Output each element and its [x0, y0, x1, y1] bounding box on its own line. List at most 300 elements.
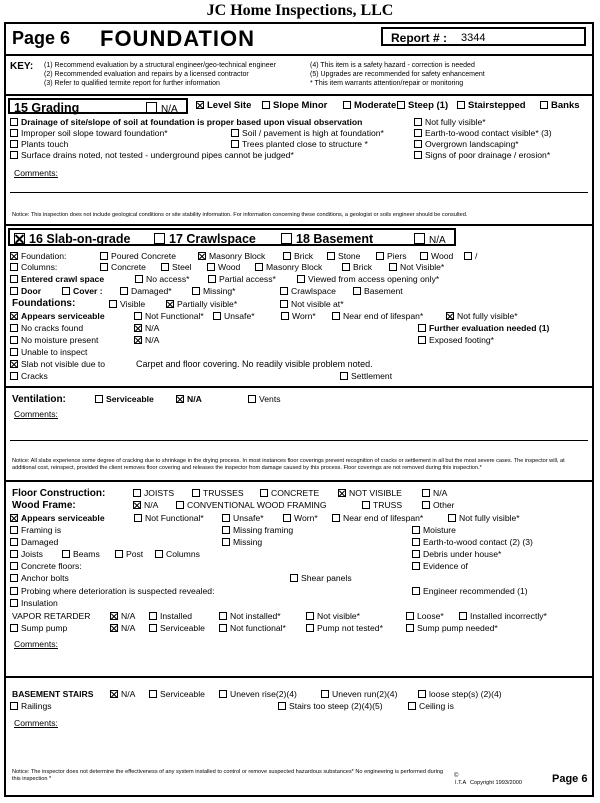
- grading-surface-drains[interactable]: [10, 150, 294, 161]
- checkbox-icon: [134, 514, 142, 522]
- checkbox-icon: [290, 574, 298, 582]
- opt-label: Earth-to-wood contact (2) (3): [423, 537, 533, 547]
- opt-label: Unsafe*: [224, 311, 255, 321]
- opt-label: N/A: [187, 394, 202, 404]
- tab-label: 16 Slab-on-grade: [29, 232, 131, 246]
- opt-label: Slope Minor: [273, 100, 328, 111]
- door-crawlspace[interactable]: [280, 286, 336, 297]
- slab-appears-serviceable[interactable]: [10, 311, 105, 322]
- grading-drainage-proper[interactable]: [10, 117, 362, 128]
- grading-trees-close[interactable]: [231, 139, 368, 150]
- footer-page-number: Page 6: [552, 773, 588, 785]
- opt-label: Drainage of site/slope of soil at foundation is proper based upon visual observation: [21, 117, 363, 127]
- slab-not-functional[interactable]: [134, 311, 204, 322]
- foundations-label: Foundations:: [12, 298, 76, 309]
- foundation-brick[interactable]: [283, 251, 313, 262]
- floor-trusses[interactable]: [192, 488, 244, 499]
- grading-title: 15 Grading: [14, 101, 80, 115]
- opt-label: Serviceable: [160, 623, 205, 633]
- opt-label: CONCRETE: [271, 488, 320, 498]
- checkbox-icon: [115, 550, 123, 558]
- floor-appears-serviceable[interactable]: [10, 513, 105, 524]
- checkbox-icon: [10, 562, 18, 570]
- slab-no-cracks-na[interactable]: [134, 323, 159, 334]
- checkbox-icon: [342, 263, 350, 271]
- checkbox-icon: [414, 129, 422, 137]
- columns-brick[interactable]: [342, 262, 372, 273]
- floor-beams[interactable]: [62, 549, 100, 560]
- floor-not-visible[interactable]: [338, 488, 402, 499]
- opt-label: Sump pump: [21, 623, 68, 633]
- checked-box-icon: [110, 624, 118, 632]
- crawl-entered[interactable]: [10, 274, 104, 285]
- opt-label: N/A: [121, 689, 136, 699]
- opt-label: Joists: [21, 549, 43, 559]
- key-item: (2) Recommended evaluation and repairs by a licensed contractor: [44, 71, 249, 78]
- checkbox-icon: [219, 624, 227, 632]
- grading-not-fully-visible[interactable]: [414, 117, 486, 128]
- opt-label: Serviceable: [106, 394, 154, 404]
- floor-comments-label: Comments:: [14, 639, 58, 649]
- slab-not-visible-due[interactable]: [10, 359, 105, 370]
- floor-missing-framing[interactable]: [222, 525, 293, 536]
- checked-box-icon: [10, 360, 18, 368]
- opt-label: Concrete: [111, 262, 146, 272]
- checked-box-icon: [110, 690, 118, 698]
- ventilation-label: Ventilation:: [12, 394, 66, 405]
- company-name: JC Home Inspections, LLC: [206, 2, 394, 19]
- checkbox-icon: [414, 233, 425, 244]
- opt-label: Not visible at*: [291, 299, 344, 309]
- opt-label: Exposed footing*: [429, 335, 494, 345]
- floor-probing[interactable]: [10, 586, 214, 597]
- opt-label: Not Functional*: [145, 513, 204, 523]
- sump-na[interactable]: [110, 623, 135, 634]
- columns-masonry[interactable]: [255, 262, 322, 273]
- tab-basement[interactable]: [281, 232, 373, 246]
- checkbox-icon: [120, 287, 128, 295]
- floor-post[interactable]: [115, 549, 143, 560]
- checked-box-icon: [133, 501, 141, 509]
- floor-moisture[interactable]: [412, 525, 456, 536]
- opt-label: Debris under house*: [423, 549, 502, 559]
- floor-anchor-bolts[interactable]: [10, 573, 69, 584]
- wood-frame-other[interactable]: [422, 500, 455, 511]
- columns-wood[interactable]: [207, 262, 240, 273]
- slab-near-end[interactable]: [332, 311, 423, 322]
- stairs-uneven-rise[interactable]: [219, 689, 297, 700]
- foundation-stone[interactable]: [327, 251, 360, 262]
- floor-shear-panels[interactable]: [290, 573, 352, 584]
- foundations-not-visible[interactable]: [280, 299, 344, 310]
- wood-frame-conventional[interactable]: [176, 500, 327, 511]
- opt-label: Viewed from access opening only*: [308, 274, 440, 284]
- grading-level-site[interactable]: [196, 100, 251, 111]
- grading-na-label: N/A: [161, 104, 178, 115]
- floor-joists-check[interactable]: [10, 549, 43, 560]
- checkbox-icon: [418, 324, 426, 332]
- checkbox-icon: [95, 395, 103, 403]
- foundations-visible[interactable]: [109, 299, 145, 310]
- checkbox-icon: [464, 252, 472, 260]
- checkbox-icon: [10, 118, 18, 126]
- opt-label: Shear panels: [301, 573, 352, 583]
- checkbox-icon: [412, 562, 420, 570]
- stairs-uneven-run[interactable]: [321, 689, 397, 700]
- checkbox-icon: [10, 151, 18, 159]
- checkbox-icon: [10, 574, 18, 582]
- checked-box-icon: [196, 101, 204, 109]
- opt-label: NOT VISIBLE: [349, 488, 402, 498]
- slab-further-evaluation[interactable]: [418, 323, 549, 334]
- vapor-not-installed[interactable]: [219, 611, 281, 622]
- opt-label: Trees planted close to structure *: [242, 139, 368, 149]
- floor-earth-wood[interactable]: [412, 537, 533, 548]
- foundation-piers[interactable]: [376, 251, 407, 262]
- grading-plants-touch[interactable]: [10, 139, 68, 150]
- slab-cracks[interactable]: [10, 371, 48, 382]
- opt-label: N/A: [144, 500, 159, 510]
- floor-concrete[interactable]: [260, 488, 319, 499]
- opt-label: Foundation:: [21, 251, 67, 261]
- grading-moderate[interactable]: [343, 100, 396, 111]
- checkbox-icon: [207, 263, 215, 271]
- door-basement[interactable]: [353, 286, 403, 297]
- opt-label: Plants touch: [21, 139, 69, 149]
- floor-na[interactable]: [422, 488, 447, 499]
- opt-label: Banks: [551, 100, 580, 111]
- checkbox-icon: [412, 538, 420, 546]
- opt-label: Ceiling is: [419, 701, 454, 711]
- opt-label: Post: [126, 549, 144, 559]
- ventilation-section: [4, 386, 594, 482]
- checkbox-icon: [155, 550, 163, 558]
- checkbox-icon: [280, 287, 288, 295]
- checkbox-icon: [306, 624, 314, 632]
- opt-label: Cracks: [21, 371, 48, 381]
- page-number: Page 6: [12, 28, 71, 48]
- opt-label: Piers: [387, 251, 407, 261]
- crawl-partial[interactable]: [208, 274, 276, 285]
- floor-engineer[interactable]: [412, 586, 528, 597]
- opt-label: Probing where deterioration is suspected revealed:: [21, 586, 215, 596]
- opt-label: Serviceable: [160, 689, 205, 699]
- vapor-not-visible[interactable]: [306, 611, 360, 622]
- checkbox-icon: [222, 514, 230, 522]
- checkbox-icon: [362, 501, 370, 509]
- opt-label: Columns:: [21, 262, 58, 272]
- tab-slab-on-grade[interactable]: [14, 232, 130, 246]
- checkbox-icon: [149, 612, 157, 620]
- opt-label: Steel: [172, 262, 192, 272]
- ventilation-comments-label: Comments:: [14, 409, 58, 419]
- checkbox-icon: [192, 489, 200, 497]
- tab-na[interactable]: [414, 233, 446, 246]
- slab-no-cracks[interactable]: [10, 323, 83, 334]
- opt-label: Not Visible*: [400, 262, 445, 272]
- floor-not-functional[interactable]: [134, 513, 204, 524]
- foundation-masonry[interactable]: [198, 251, 265, 262]
- grading-earth-wood[interactable]: [414, 128, 552, 139]
- opt-label: N/A: [121, 611, 136, 621]
- opt-label: Unable to inspect: [21, 347, 88, 357]
- opt-label: No cracks found: [21, 323, 84, 333]
- opt-label: Worn*: [294, 513, 318, 523]
- copyright-mark: ©: [454, 773, 459, 779]
- checkbox-icon: [219, 612, 227, 620]
- opt-label: Missing framing: [233, 525, 294, 535]
- tab-crawlspace[interactable]: [154, 232, 256, 246]
- footer-notice: Notice: The inspector does not determine the effectiveness of any system installed to control or remove suspected hazardous substances* No engineering is performed during this inspection *: [12, 769, 444, 782]
- door-missing[interactable]: [192, 286, 235, 297]
- crawl-viewed[interactable]: [297, 274, 439, 285]
- crawl-no-access[interactable]: [135, 274, 189, 285]
- opt-label: Wood: [431, 251, 454, 261]
- floor-construction-label: Floor Construction:: [12, 488, 106, 499]
- opt-label: Appears serviceable: [21, 311, 105, 321]
- checkbox-icon: [10, 263, 18, 271]
- checkbox-icon: [389, 263, 397, 271]
- checked-box-icon: [446, 312, 454, 320]
- wood-frame-na[interactable]: [133, 500, 158, 511]
- key-item: (1) Recommend evaluation by a structural engineer/geo-technical engineer: [44, 62, 276, 69]
- vapor-installed[interactable]: [149, 611, 192, 622]
- vapor-installed-incorrectly[interactable]: [459, 611, 547, 622]
- checkbox-icon: [332, 514, 340, 522]
- checkbox-icon: [297, 275, 305, 283]
- checkbox-icon: [10, 336, 18, 344]
- ventilation-vents[interactable]: [248, 394, 281, 405]
- floor-joists[interactable]: [133, 488, 174, 499]
- opt-label: Evidence of: [423, 561, 468, 571]
- floor-damaged[interactable]: [10, 537, 58, 548]
- checkbox-icon: [340, 372, 348, 380]
- checkbox-icon: [213, 312, 221, 320]
- grading-title-box: [8, 98, 188, 114]
- slab-no-moisture-na[interactable]: [134, 335, 159, 346]
- foundation-label[interactable]: [10, 251, 66, 262]
- opt-label: No access*: [146, 274, 190, 284]
- opt-label: Masonry Block: [209, 251, 266, 261]
- opt-label: Railings: [21, 701, 52, 711]
- page-title: FOUNDATION: [100, 26, 256, 51]
- columns-steel[interactable]: [161, 262, 192, 273]
- tab-label: 17 Crawlspace: [169, 232, 256, 246]
- grading-soil-high[interactable]: [231, 128, 384, 139]
- checked-box-icon: [134, 336, 142, 344]
- opt-label: Insulation: [21, 598, 58, 608]
- opt-label: Partial access*: [219, 274, 276, 284]
- checkbox-icon: [412, 526, 420, 534]
- grading-improper-slope[interactable]: [10, 128, 168, 139]
- checkbox-icon: [459, 612, 467, 620]
- stairs-too-steep[interactable]: [278, 701, 383, 712]
- checked-box-icon: [338, 489, 346, 497]
- grading-slope-minor[interactable]: [262, 100, 327, 111]
- floor-columns[interactable]: [155, 549, 200, 560]
- stairs-loose-step[interactable]: [418, 689, 502, 700]
- checkbox-icon: [281, 233, 292, 244]
- opt-label: Not visible*: [317, 611, 360, 621]
- checkbox-icon: [412, 550, 420, 558]
- stairs-ceiling[interactable]: [408, 701, 454, 712]
- checkbox-icon: [414, 140, 422, 148]
- checkbox-icon: [418, 690, 426, 698]
- opt-label: Partially visible*: [177, 299, 238, 309]
- slab-not-fully-visible[interactable]: [446, 311, 518, 322]
- checkbox-icon: [161, 263, 169, 271]
- floor-near-end[interactable]: [332, 513, 423, 524]
- wood-frame-truss[interactable]: [362, 500, 402, 511]
- floor-missing[interactable]: [222, 537, 262, 548]
- foundation-other[interactable]: [464, 251, 477, 262]
- opt-label: Vents: [259, 394, 281, 404]
- slab-no-moisture[interactable]: [10, 335, 98, 346]
- floor-section: [4, 480, 594, 678]
- opt-label: Not fully visible*: [457, 311, 518, 321]
- checkbox-icon: [109, 300, 117, 308]
- sump-not-functional[interactable]: [219, 623, 286, 634]
- opt-label: Columns: [166, 549, 200, 559]
- opt-label: Signs of poor drainage / erosion*: [425, 150, 551, 160]
- foundations-partially-visible[interactable]: [166, 299, 237, 310]
- report-number: 3344: [461, 32, 486, 44]
- grading-poor-drainage[interactable]: [414, 150, 550, 161]
- checkbox-icon: [10, 372, 18, 380]
- checkbox-icon: [422, 501, 430, 509]
- opt-label: Masonry Block: [266, 262, 323, 272]
- slab-exposed-footing[interactable]: [418, 335, 494, 346]
- sump-needed[interactable]: [406, 623, 498, 634]
- checkbox-icon: [414, 118, 422, 126]
- door-label[interactable]: [10, 286, 41, 297]
- checkbox-icon: [176, 501, 184, 509]
- opt-label: Stairstepped: [468, 100, 526, 111]
- columns-not-visible[interactable]: [389, 262, 444, 273]
- checkbox-icon: [10, 526, 18, 534]
- opt-label: Damaged: [21, 537, 59, 547]
- checked-box-icon: [198, 252, 206, 260]
- columns-label[interactable]: [10, 262, 57, 273]
- opt-label: TRUSS: [373, 500, 403, 510]
- columns-concrete[interactable]: [100, 262, 146, 273]
- slab-worn[interactable]: [281, 311, 316, 322]
- floor-unsafe[interactable]: [222, 513, 264, 524]
- checkbox-icon: [149, 624, 157, 632]
- vapor-loose[interactable]: [406, 611, 444, 622]
- checkbox-icon: [10, 587, 18, 595]
- checkbox-icon: [62, 550, 70, 558]
- slab-notice: Notice: All slabs experience some degree of cracking due to shrinkage in the drying process. In most instances floor coverings prevent recognition of cracks or settlement in all but the most severe cases. The inspector will, at additional cost, reinspect, provided the client removes floor covering and releases the inspector from damage caused by this process. Floor coverings are not removed during this inspection.*: [12, 458, 565, 471]
- opt-label: /: [475, 251, 478, 261]
- checkbox-icon: [10, 129, 18, 137]
- checkbox-icon: [343, 101, 351, 109]
- opt-label: JOISTS: [144, 488, 175, 498]
- ventilation-na[interactable]: [176, 394, 202, 405]
- stairs-serviceable[interactable]: [149, 689, 205, 700]
- ventilation-serviceable[interactable]: [95, 394, 154, 405]
- foundation-poured[interactable]: [100, 251, 176, 262]
- checkbox-icon: [327, 252, 335, 260]
- checkbox-icon: [10, 324, 18, 332]
- slab-unsafe[interactable]: [213, 311, 255, 322]
- sump-pump-label[interactable]: [10, 623, 67, 634]
- opt-label: Installed: [160, 611, 193, 621]
- opt-label: Not fully visible*: [459, 513, 520, 523]
- slab-unable-inspect[interactable]: [10, 347, 87, 358]
- floor-insulation[interactable]: [10, 598, 58, 609]
- stairs-railings[interactable]: [10, 701, 52, 712]
- opt-label: Near end of lifespan*: [343, 311, 424, 321]
- checkbox-icon: [420, 252, 428, 260]
- opt-label: Loose*: [417, 611, 444, 621]
- grading-section: [4, 94, 594, 224]
- cover-label[interactable]: [62, 286, 103, 297]
- copyright-text: Copyright 1993/2000: [470, 780, 522, 786]
- slab-tabs: [8, 228, 456, 246]
- sump-not-tested[interactable]: [306, 623, 383, 634]
- opt-label: Damaged*: [131, 286, 172, 296]
- report-label: Report # :: [391, 31, 448, 45]
- checkbox-icon: [255, 263, 263, 271]
- opt-label: Further evaluation needed (1): [429, 323, 550, 333]
- checkbox-icon: [10, 702, 18, 710]
- checkbox-icon: [283, 252, 291, 260]
- checkbox-icon: [10, 287, 18, 295]
- checkbox-icon: [397, 101, 405, 109]
- foundation-wood[interactable]: [420, 251, 453, 262]
- checkbox-icon: [146, 102, 157, 113]
- checkbox-icon: [278, 702, 286, 710]
- floor-worn[interactable]: [283, 513, 318, 524]
- opt-label: Basement: [364, 286, 403, 296]
- opt-label: Missing*: [203, 286, 236, 296]
- opt-label: Not functional*: [230, 623, 286, 633]
- checkbox-icon: [222, 526, 230, 534]
- opt-label: CONVENTIONAL WOOD FRAMING: [187, 500, 327, 510]
- grading-steep[interactable]: [397, 100, 448, 111]
- door-damaged[interactable]: [120, 286, 172, 297]
- checkbox-icon: [10, 624, 18, 632]
- opt-label: Stone: [338, 251, 361, 261]
- vapor-na[interactable]: [110, 611, 135, 622]
- grading-banks[interactable]: [540, 100, 580, 111]
- stairs-na[interactable]: [110, 689, 135, 700]
- opt-label: Not installed*: [230, 611, 281, 621]
- grading-na-checkbox[interactable]: [146, 102, 178, 115]
- opt-label: Steep (1): [408, 100, 449, 111]
- slab-settlement[interactable]: [340, 371, 392, 382]
- floor-debris[interactable]: [412, 549, 501, 560]
- tab-label: 18 Basement: [296, 232, 374, 246]
- opt-label: N/A: [433, 488, 448, 498]
- sump-serviceable[interactable]: [149, 623, 205, 634]
- floor-not-fully-visible[interactable]: [448, 513, 520, 524]
- floor-framing-is[interactable]: [10, 525, 61, 536]
- opt-label: Uneven rise(2)(4): [230, 689, 297, 699]
- checkbox-icon: [281, 312, 289, 320]
- checkbox-icon: [353, 287, 361, 295]
- opt-label: Stairs too steep (2)(4)(5): [289, 701, 383, 711]
- checkbox-icon: [231, 140, 239, 148]
- floor-evidence[interactable]: [412, 561, 468, 572]
- grading-stairstepped[interactable]: [457, 100, 526, 111]
- grading-overgrown[interactable]: [414, 139, 519, 150]
- checkbox-icon: [376, 252, 384, 260]
- floor-concrete-floors[interactable]: [10, 561, 82, 572]
- checkbox-icon: [192, 287, 200, 295]
- key-label: KEY:: [10, 61, 34, 72]
